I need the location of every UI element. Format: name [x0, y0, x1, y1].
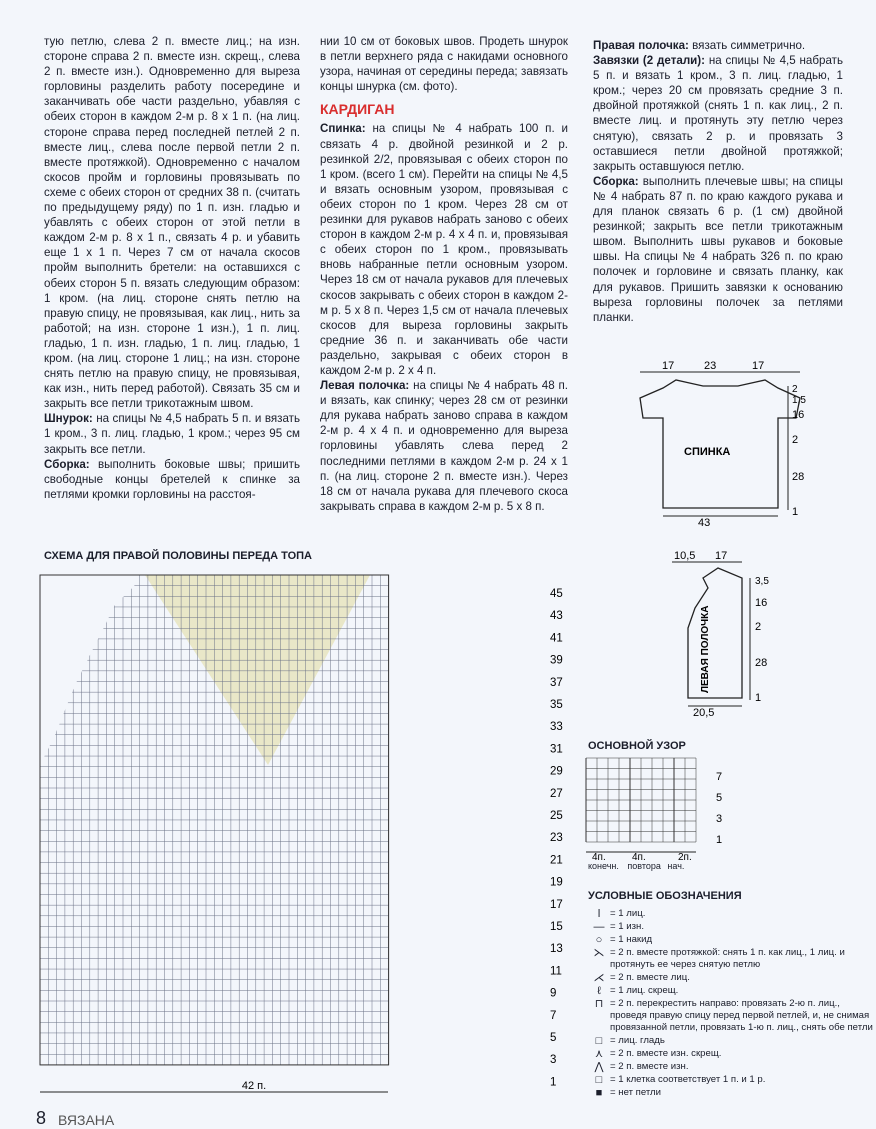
pattern-bottom-text: повтора — [627, 861, 661, 871]
schema-grid — [40, 575, 389, 1065]
paragraph-text: на спицы № 4 набрать 48 п. и вязать, как спинку; через 28 см от резинки для рукава набрать заново справа в каждом 2-м р. 4 х 4 п. и одновременно для выреза горловины убавлять слева перед 2 последними петлями в каждом 2-м р. 24 х 1 п. (на лиц. стороне 2 п. вместе изн.). Через 18 см от начала рукава для плечевого скоса закрывать справа в каждом 2-м р. 5 х 8 п. — [320, 379, 568, 513]
schema-row-number: 29 — [550, 765, 563, 778]
section-heading: КАРДИГАН — [320, 101, 395, 118]
front-dim-side-4: 28 — [755, 657, 768, 669]
back-dim-side-4: 2 — [792, 434, 799, 446]
legend-symbol-icon: □ — [595, 1035, 603, 1047]
schema-row-numbers — [550, 588, 563, 1088]
paragraph — [320, 121, 568, 378]
legend — [588, 890, 873, 1100]
back-dim-side-1: 2 — [792, 384, 798, 395]
back-outline — [640, 380, 800, 508]
legend-text: = 1 лиц. — [610, 908, 646, 919]
legend-symbol-icon: ǀ — [597, 908, 601, 920]
schema-title: СХЕМА ДЛЯ ПРАВОЙ ПОЛОВИНЫ ПЕРЕДА ТОПА — [44, 550, 312, 562]
schema-row-number: 43 — [550, 610, 563, 623]
paragraph — [44, 411, 300, 456]
knitting-schema — [30, 565, 590, 1110]
pattern-row-1: 1 — [716, 834, 723, 846]
legend-item — [588, 998, 873, 1034]
back-dim-top-3: 17 — [752, 360, 765, 372]
legend-item — [588, 908, 873, 920]
legend-item — [588, 985, 873, 997]
front-dim-side-1: 3,5 — [755, 576, 769, 587]
text-column-1 — [44, 34, 300, 502]
page-number: 8 — [36, 1108, 47, 1128]
paragraph — [593, 53, 843, 174]
pattern-row-7: 7 — [716, 771, 723, 783]
schema-row-number: 13 — [550, 943, 563, 956]
legend-item — [588, 1035, 873, 1047]
schema-row-number: 27 — [550, 787, 563, 800]
legend-item — [588, 947, 873, 971]
pattern-bottom-labels — [588, 861, 684, 871]
legend-text: = 1 лиц. скрещ. — [610, 985, 679, 996]
paragraph-text: выполнить плечевые швы; на спицы № 4 набрать 87 п. по краю каждого рукава и для планок связать 6 р. (1 см) двойной резинкой; закрыть все петли трикотажным швом. Выполнить швы рукавов и боковые швы. На спицы № 4 набрать 326 п. по краю полочек и горловине и связать планку, как для рукавов. Пришить завязки к основанию выреза горловины полочек за петлями планки. — [593, 174, 843, 324]
legend-item — [588, 934, 873, 946]
paragraph-text: на спицы № 4,5 набрать 5 п. и вязать 1 кром., 3 п. лиц. гладью, 1 кром.; через 95 см закрыть все петли. — [44, 412, 300, 456]
paragraph-text: вязать симметрично. — [688, 39, 806, 52]
paragraph-text: на спицы № 4,5 набрать 5 п. и вязать 1 кром., 3 п. лиц. гладью, 1 кром.; через 20 см провязать средние 3 п. двойной протяжкой (снять 1 п. как лиц., 2 п. вместе лиц. и протянуть эту петлю через снятую), связать 2 р. и провязать 3 оставшиеся петли двойной протяжкой; закрыть оставшуюся петлю. — [593, 54, 843, 173]
paragraph — [593, 174, 843, 325]
legend-item — [588, 1061, 873, 1073]
back-dim-top-1: 17 — [662, 360, 675, 372]
schema-row-number: 3 — [550, 1054, 557, 1067]
schema-row-number: 11 — [550, 965, 562, 978]
front-dim-side-2: 16 — [755, 597, 768, 609]
text-column-2 — [320, 34, 568, 514]
legend-item — [588, 1074, 873, 1086]
schema-row-number: 33 — [550, 721, 563, 734]
schema-width-label: 42 п. — [241, 1080, 267, 1092]
front-outline — [688, 568, 742, 698]
legend-item — [588, 1087, 873, 1099]
schema-row-number: 39 — [550, 654, 563, 667]
schema-row-number: 9 — [550, 987, 557, 1000]
legend-symbol-icon: ⋌ — [593, 972, 605, 984]
schema-row-number: 41 — [550, 632, 563, 645]
schema-row-number: 37 — [550, 676, 563, 689]
back-dim-side-2: 1,5 — [792, 395, 806, 406]
paragraph — [320, 378, 568, 514]
back-dim-top-2: 23 — [704, 360, 717, 372]
paragraph-text: на спицы № 4 набрать 100 п. и связать 4 р. двойной резинкой и 2 р. резинкой 2/2, провязывая с обеих сторон по 1 кром. (всего 1 см). Перейти на спицы № 4,5 и вязать основным узором, провязывая с обеих сторон по 1 кром. Через 28 см от резинки для рукавов набрать заново с обеих сторон в каждом 2-м р. 4 х 4 п. и, провязывая с обеих сторон по 1 кром., провязывать вновь набранные петли основным узором. Через 18 см от начала рукавов для плечевых скосов закрывать с обеих сторон в каждом 2-м р. 5 х 8 п. Через 1,5 см от начала плечевых скосов для выреза горловины закрыть средние 36 п. и заканчивать обе части раздельно, закрывая с обеих сторон в каждом 2-м р. 2 х 4 п. — [320, 122, 568, 377]
front-label: ЛЕВАЯ ПОЛОЧКА — [700, 605, 711, 693]
legend-item — [588, 1048, 873, 1060]
legend-symbol-icon: ⋀ — [594, 1061, 604, 1073]
legend-symbol-icon: ■ — [595, 1087, 603, 1099]
subheading: Шнурок: — [44, 412, 93, 426]
legend-symbol-icon: ℓ — [597, 985, 601, 997]
subheading: Завязки (2 детали): — [593, 54, 706, 68]
legend-text: = 2 п. перекрестить направо: провязать 2-ю п. лиц., проведя правую спицу перед первой петлей, и, не снимая провязанной петли, провязать 1-ю п. лиц., снять обе петли — [610, 998, 873, 1033]
back-dim-side-3: 16 — [792, 409, 805, 421]
front-dim-top-2: 17 — [715, 550, 728, 562]
schema-row-number: 7 — [550, 1009, 557, 1022]
legend-text: = лиц. гладь — [610, 1035, 665, 1046]
legend-text: = 1 клетка соответствует 1 п. и 1 р. — [610, 1074, 766, 1085]
back-dim-side-5: 28 — [792, 471, 805, 483]
pattern-row-3: 3 — [716, 813, 723, 825]
subheading: Спинка: — [320, 122, 366, 136]
legend-symbol-icon: ○ — [595, 934, 603, 946]
pattern-bottom-text: нач. — [667, 861, 685, 871]
front-dim-bottom: 20,5 — [693, 707, 715, 718]
legend-text: = 1 изн. — [610, 921, 644, 932]
schema-row-number: 35 — [550, 699, 563, 711]
schema-row-number: 5 — [550, 1032, 557, 1044]
back-dim-bottom: 43 — [698, 517, 711, 528]
subheading: Правая полочка: — [593, 39, 689, 52]
legend-symbol-icon: — — [593, 921, 605, 933]
pattern-bottom-1: 4п. — [592, 852, 606, 863]
legend-symbol-icon: ⋋ — [593, 947, 605, 959]
legend-text: = нет петли — [610, 1087, 661, 1098]
paragraph — [593, 38, 843, 53]
legend-symbol-icon: □ — [595, 1074, 603, 1086]
legend-item — [588, 972, 873, 984]
schema-row-number: 31 — [550, 743, 563, 756]
back-schematic — [628, 358, 848, 528]
front-dim-top-1: 10,5 — [674, 550, 696, 562]
legend-text: = 2 п. вместе изн. — [610, 1061, 689, 1072]
pattern-bottom-3: 2п. — [678, 852, 692, 863]
schema-row-number: 19 — [550, 876, 563, 889]
pattern-bottom-2: 4п. — [632, 852, 646, 863]
subheading: Сборка: — [593, 174, 639, 188]
legend-item — [588, 921, 873, 933]
paragraph — [44, 457, 300, 502]
back-dim-side-6: 1 — [792, 506, 799, 518]
pattern-row-5: 5 — [716, 792, 723, 804]
legend-text: = 2 п. вместе изн. скрещ. — [610, 1048, 722, 1059]
back-label: СПИНКА — [684, 446, 731, 458]
text-column-3 — [593, 38, 843, 325]
paragraph-text: выполнить боковые швы; пришить свободные концы бретелей к спинке за петлями кромки горловины на расстоя- — [44, 457, 300, 501]
schema-row-number: 1 — [550, 1076, 557, 1089]
schema-row-number: 45 — [550, 588, 563, 600]
paragraph: тую петлю, слева 2 п. вместе лиц.; на изн. стороне справа 2 п. вместе изн. скрещ., слева 2 п. вместе изн.). Одновременно для выреза горловины разделить работу посередине и заканчивать обе части раздельно, убавляя с обеих сторон в каждом 2-м р. 8 х 1 п. (на лиц. стороне справа перед последней петлей 2 п. вместе лиц., слева после первой петли 2 п. вместе протяжкой). Одновременно с началом скосов пройм и горловины провязывать по схеме с обеих сторон от средних 38 п. (считать по предыдущему ряду) по 1 п. изн. гладью и убавлять с обеих сторон от этой петли в каждом 2-м р. 8 х 1 п., связать 4 р. и убавить еще 1 х 1 п. Через 7 см от начала скосов пройм выполнить бретели: на оставшихся с обеих сторон 5 п. вязать следующим образом: 1 кром. (на лиц. стороне снять петлю на правую спицу, не провязывая, как лиц., нить за работой; на изн. стороне 1 изн.), 1 п. лиц. гладью, 1 п. изн. гладью, 1 п. лиц. гладью, 1 кром. (на лиц. стороне 1 лиц.; на изн. стороне снять петлю на правую спицу, не провязывая, как изн., нить перед работой). Связать 35 см и закрыть все петли трикотажным швом. — [44, 35, 300, 411]
paragraph: нии 10 см от боковых швов. Продеть шнурок в петли верхнего ряда с накидами основного узора, начиная от середины переда; завязать концы шнурка (см. фото). — [320, 35, 568, 94]
pattern-title: ОСНОВНОЙ УЗОР — [588, 740, 686, 752]
subheading: Левая полочка: — [320, 379, 410, 393]
legend-text: = 2 п. вместе лиц. — [610, 972, 690, 983]
schema-row-number: 23 — [550, 832, 563, 845]
subheading: Сборка: — [44, 457, 90, 471]
front-schematic — [660, 548, 800, 718]
front-dim-side-3: 2 — [755, 621, 762, 633]
schema-row-number: 15 — [550, 921, 563, 933]
legend-symbol-icon: ⋏ — [594, 1048, 604, 1060]
schema-row-number: 17 — [550, 898, 563, 911]
legend-symbol-icon: ⊓ — [594, 998, 604, 1010]
legend-text: = 2 п. вместе протяжкой: снять 1 п. как лиц., 1 лиц. и протянуть ее через снятую петлю — [610, 947, 845, 970]
pattern-chart — [584, 756, 744, 866]
front-dim-side-5: 1 — [755, 692, 762, 704]
schema-row-number: 25 — [550, 810, 563, 822]
schema-row-number: 21 — [550, 854, 563, 867]
legend-title: УСЛОВНЫЕ ОБОЗНАЧЕНИЯ — [588, 890, 742, 902]
pattern-bottom-text: конечн. — [588, 861, 619, 871]
legend-text: = 1 накид — [610, 934, 653, 945]
magazine-brand: ВЯЗАНА — [58, 1112, 115, 1128]
